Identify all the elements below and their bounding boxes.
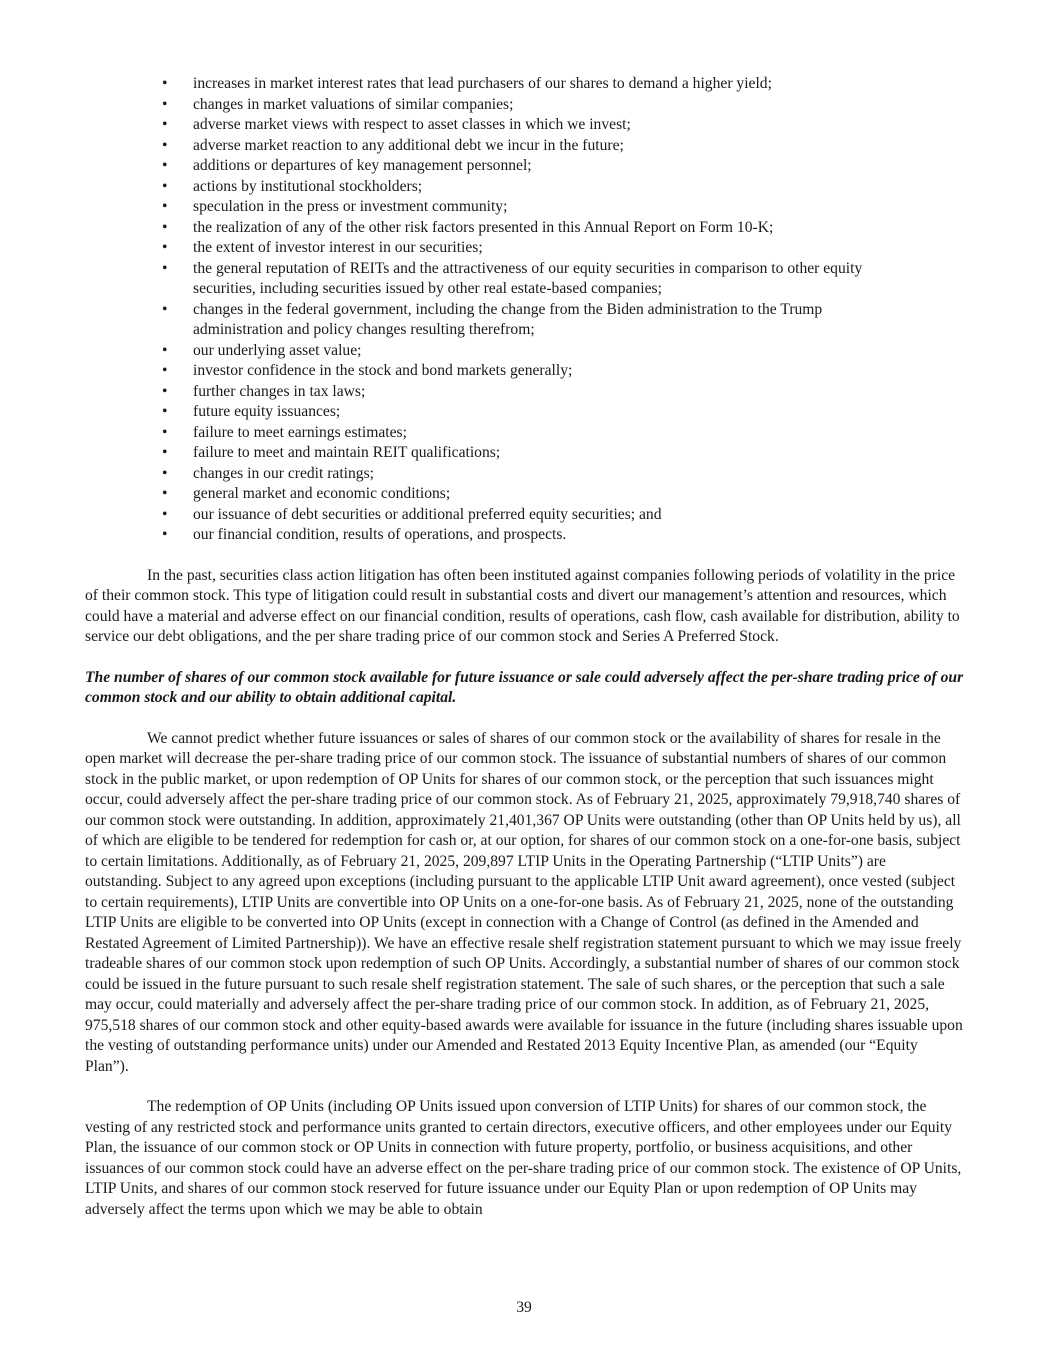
list-item xyxy=(85,505,965,526)
bullet-text: actions by institutional stockholders; xyxy=(193,177,423,195)
future-issuance-paragraph: We cannot predict whether future issuances or sales of shares of our common stock or the availability of shares for resale in the open market will decrease the per-share trading price of our common stock. The issuance of substantial numbers of shares of our common stock in the public market, or upon redemption of OP Units for shares of our common stock, or the perception that such issuances might occur, could adversely affect the per-share trading price of our common stock. As of February 21, 2025, approximately 79,918,740 shares of our common stock were outstanding. In addition, approximately 21,401,367 OP Units were outstanding (other than OP Units held by us), all of which are eligible to be tendered for redemption for cash or, at our option, for shares of our common stock on a one-for-one basis, subject to certain limitations. Additionally, as of February 21, 2025, 209,897 LTIP Units in the Operating Partnership (“LTIP Units”) are outstanding. Subject to any agreed upon exceptions (including pursuant to the applicable LTIP Unit award agreement), once vested (subject to certain requirements), LTIP Units are convertible into OP Units on a one-for-one basis. As of February 21, 2025, none of the outstanding LTIP Units are eligible to be converted into OP Units (except in connection with a Change of Control (as defined in the Amended and Restated Agreement of Limited Partnership)). We have an effective resale shelf registration statement pursuant to which we may issue freely tradeable shares of our common stock upon redemption of such OP Units. Accordingly, a substantial number of shares of our common stock could be issued in the future pursuant to such resale shelf registration statement. The sale of such shares, or the perception that such a sale may occur, could materially and adversely affect the per-share trading price of our common stock. In addition, as of February 21, 2025, 975,518 shares of our common stock and other equity-based awards were available for issuance in the future (including shares issuable upon the vesting of outstanding performance units) under our Amended and Restated 2013 Equity Incentive Plan, as amended (our “Equity Plan”). xyxy=(85,729,963,1075)
list-item xyxy=(85,238,965,259)
risk-factor-heading: The number of shares of our common stock available for future issuance or sale could adversely affect the per-share trading price of our common stock and our ability to obtain additional capital. xyxy=(85,668,964,706)
list-item xyxy=(85,300,965,341)
bullet-icon: • xyxy=(162,403,168,420)
bullet-text: changes in market valuations of similar companies; xyxy=(193,95,514,113)
bullet-icon: • xyxy=(162,259,168,277)
bullet-icon: • xyxy=(162,75,168,92)
bullet-icon: • xyxy=(162,505,168,523)
list-item xyxy=(85,484,965,505)
list-item xyxy=(85,177,965,198)
page-number: 39 xyxy=(516,1299,532,1316)
bullet-text: the extent of investor interest in our securities; xyxy=(193,239,483,256)
bullet-text: speculation in the press or investment community; xyxy=(193,198,508,215)
bullet-icon: • xyxy=(162,95,168,113)
bullet-text: adverse market reaction to any additional debt we incur in the future; xyxy=(193,136,624,154)
litigation-paragraph: In the past, securities class action litigation has often been instituted against companies following periods of volatility in the price of their common stock. This type of litigation could result in substantial costs and divert our management’s attention and resources, which could have a material and adverse effect on our financial condition, results of operations, cash flow, cash available for distribution, ability to service our debt obligations, and the per share trading price of our common stock and Series A Preferred Stock. xyxy=(85,566,960,645)
list-item xyxy=(85,259,965,300)
bullet-text: adverse market views with respect to asset classes in which we invest; xyxy=(193,116,631,133)
bullet-icon: • xyxy=(162,341,168,359)
list-item xyxy=(85,423,965,444)
bullet-icon: • xyxy=(162,526,168,543)
list-item xyxy=(85,95,965,116)
list-item xyxy=(85,156,965,177)
bullet-icon: • xyxy=(162,116,168,133)
bullet-text: general market and economic conditions; xyxy=(193,485,451,502)
bullet-text: increases in market interest rates that lead purchasers of our shares to demand a higher yield; xyxy=(193,75,772,92)
bullet-text: the general reputation of REITs and the attractiveness of our equity securities in comparison to other equity securities, including securities issued by other real estate-based companies; xyxy=(193,259,863,297)
list-item xyxy=(85,218,965,239)
bullet-icon: • xyxy=(162,464,168,482)
bullet-icon: • xyxy=(162,485,168,502)
bullet-text: investor confidence in the stock and bond markets generally; xyxy=(193,362,573,379)
bullet-icon: • xyxy=(162,157,168,174)
list-item xyxy=(85,74,965,95)
bullet-text: future equity issuances; xyxy=(193,403,341,420)
list-item xyxy=(85,341,965,362)
bullet-icon: • xyxy=(162,382,168,400)
list-item xyxy=(85,443,965,464)
bullet-icon: • xyxy=(162,218,168,236)
bullet-icon: • xyxy=(162,198,168,215)
bullet-icon: • xyxy=(162,136,168,154)
bullet-icon: • xyxy=(162,300,168,318)
list-item xyxy=(85,464,965,485)
list-item xyxy=(85,136,965,157)
list-item xyxy=(85,361,965,382)
bullet-text: failure to meet earnings estimates; xyxy=(193,423,407,441)
bullet-text: our financial condition, results of operations, and prospects. xyxy=(193,526,567,543)
bullet-text: our underlying asset value; xyxy=(193,341,362,359)
bullet-text: our issuance of debt securities or additional preferred equity securities; and xyxy=(193,505,662,523)
redemption-paragraph: The redemption of OP Units (including OP Units issued upon conversion of LTIP Units) for shares of our common stock, the vesting of any restricted stock and performance units granted to certain directors, executive officers, and other employees under our Equity Plan, the issuance of our common stock or OP Units in connection with future property, portfolio, or business acquisitions, and other issuances of our common stock could have an adverse effect on the per-share trading price of our common stock. The existence of OP Units, LTIP Units, and shares of our common stock reserved for future issuance under our Equity Plan or upon redemption of OP Units may adversely affect the terms upon which we may be able to obtain xyxy=(85,1098,962,1218)
list-item xyxy=(85,402,965,423)
list-item xyxy=(85,115,965,136)
list-item xyxy=(85,525,965,546)
list-item xyxy=(85,197,965,218)
bullet-text: the realization of any of the other risk factors presented in this Annual Report on Form 10-K; xyxy=(193,218,774,236)
bullet-icon: • xyxy=(162,444,168,461)
risk-factor-bullet-list xyxy=(85,74,965,546)
bullet-text: additions or departures of key management personnel; xyxy=(193,157,532,174)
bullet-icon: • xyxy=(162,423,168,441)
bullet-icon: • xyxy=(162,239,168,256)
bullet-text: further changes in tax laws; xyxy=(193,382,366,400)
list-item xyxy=(85,382,965,403)
bullet-text: changes in the federal government, including the change from the Biden administration to the Trump administration and policy changes resulting therefrom; xyxy=(193,300,823,338)
bullet-text: changes in our credit ratings; xyxy=(193,464,375,482)
bullet-text: failure to meet and maintain REIT qualifications; xyxy=(193,444,501,461)
bullet-icon: • xyxy=(162,177,168,195)
document-page xyxy=(85,74,965,1220)
bullet-icon: • xyxy=(162,362,168,379)
